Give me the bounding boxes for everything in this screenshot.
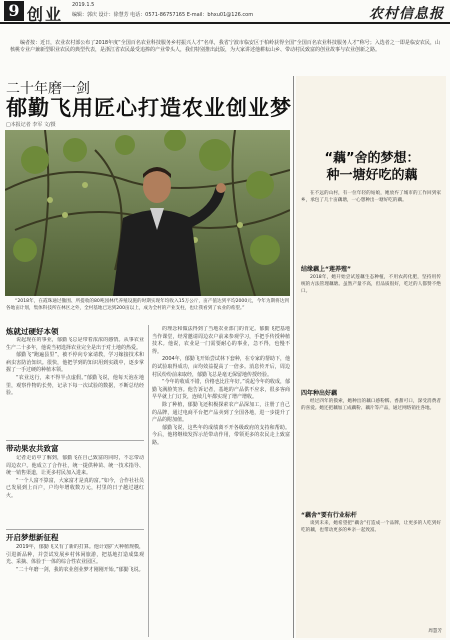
section-rule: [6, 440, 144, 441]
sidebar-divider: [293, 76, 294, 638]
section-body-1: 说起现在的事业，郁勤飞总是带着浓浓的感情。从事农业生产二十多年，他说当初选择农业完全是出于对土地的热爱。 郁勤飞“跑遍县里”，被不停向专家请教，学习嫁接技术和病虫害防治知识。很快，他把学到的知识用到实践中，逐步掌握了一手过硬的种植本领。 “农业这行，来不得半点虚假。”郁勤飞说，他每天泡在地里，观察作物的长势，记录下每一次试验的数据，不断总结经验。: [6, 337, 144, 397]
newspaper-brand: 农村信息报: [369, 6, 444, 22]
orchard-farmer-photo-icon: [5, 130, 290, 296]
sidebar-headline: “藕”舍的梦想： 种一塘好吃的藕: [324, 151, 420, 183]
section-body-3: 2019年，郁勤飞又有了新的打算。他计划扩大种植规模，引进新品种，并尝试发展乡村休闲旅游，把基地打造成集观光、采摘、体验于一体的综合性农业园区。 “二十年磨一剑，我的农业创业梦才刚刚开始。”郁勤飞说。: [6, 544, 144, 573]
photo-caption: “2018年，在霞珠通过撤围、所提收的80吨园林代养殖设施的时期实现年均收入15万公斤，亩产值达到平均2000元，今年为期将达到各地亩计划，集体科技所在林区之外，全村基地已达到200亩以上，成为全村的产业支柱，也让我看到了农业的希望。”: [6, 299, 289, 311]
page-number: 9: [4, 1, 24, 21]
sidebar-section-title-2: 四年种出好藕: [301, 390, 338, 397]
section-title-1: 炼就过硬好本领: [6, 327, 59, 336]
column-divider: [148, 325, 149, 637]
sidebar-intro: 在不远的山村，有一位年轻的姑娘，她放弃了城市的工作回到家乡，承包了几十亩藕塘，一心想种出一塘好吃的藕。: [301, 191, 441, 204]
article-byline: □本报记者 李军 文/摄: [6, 122, 56, 128]
masthead: [0, 0, 450, 24]
section-body-2: 记者走访中了解到，郁勤飞在自己致富的同时，不忘带动周边农户。他成立了合作社，统一提供种苗、统一技术指导、统一销售渠道，让更多村民加入进来。 “一个人富不算富，大家富才是真的富。”如今，合作社社员已发展到上百户，户均年增收数万元，村里的日子越过越红火。: [6, 455, 144, 499]
article-headline: 郁勤飞用匠心打造农业创业梦: [6, 96, 292, 120]
issue-date: 2019.1.5: [72, 2, 95, 8]
section-rule: [6, 529, 144, 530]
article-photo: [5, 130, 290, 296]
middle-column: 的理念和做法得到了当地农业部门的肯定。郁勤飞把基地当作课堂，经常邀请周边农户前来参观学习，手把手传授种植技术。他说，农业是一门需要耐心的事业，急不得，也慢不得。 2004年，郁勤飞开始尝试林下套种，在专家的帮助下，他的试验取得成功，亩均效益提高了一倍多。消息传开后，周边村民纷纷前来取经，郁勤飞总是毫无保留地传授经验。 “今年的收成不错，价格也比往年好。”说起今年的收成，郁勤飞满脸笑容。他告诉记者，基地的产品供不应求，很多客商早早就上门订货，连续几年都实现了增产增收。 除了种植，郁勤飞还积极探索农产品深加工，注册了自己的品牌，通过电商平台把产品卖到了全国各地，进一步提升了产品的附加值。 郁勤飞说，这些年的成绩离不开各级政府的支持和帮助。今后，他将继续发挥示范带动作用，带领更多的农民走上致富路。: [152, 326, 290, 446]
section-title-3: 开启梦想新征程: [6, 533, 59, 542]
sidebar-author: 周慧芳: [428, 629, 442, 634]
sidebar-section-title-3: “藕舍”要有行业标杆: [301, 512, 357, 519]
sidebar-section-body-1: 2018年，她开始尝试莲藕生态种植，不用农药化肥，坚持用传统的方法管理藕塘。虽然产量不高，但品质很好，吃过的人都赞不绝口。: [301, 275, 441, 295]
editor-line: 编辑：郭庆 设计：徐慧芳 电话：0571-86757165 E-mail：bhxu01@126.com: [72, 12, 254, 18]
sidebar-section-body-2: 经过四年的摸索，她种出的藕口感粉糯、香甜可口，深受消费者的喜爱。她还把藕加工成藕粉、藕片等产品，通过网络销往各地。: [301, 399, 441, 412]
article-kicker: 二十年磨一剑: [6, 81, 90, 97]
section-title-2: 带动果农共致富: [6, 444, 59, 453]
sidebar-section-title-1: 结缘藕上“莲养殖”: [301, 266, 351, 273]
sidebar-section-body-3: 谈到未来，她希望把“藕舍”打造成一个品牌，让更多的人吃到好吃的藕，也带动更多的乡亲一起致富。: [301, 521, 441, 534]
section-title: 创业: [27, 5, 64, 24]
editor-note: 编者按：近日，农业农村部公布了2018年度“全国百名农业科技服务乡村振兴人才”名单，我省宁波市临安区于柏岭获得全国“全国百名农业科技服务人才”称号；入选者之一即是临安农民，山核桃专业户兼新型职业农民的典型代表，是浙江省农民最受追捧的产业带头人，我们特别推出此版，为大家讲述他耕耘山乡、带动村民致富的创业故事与农业创新之路。: [10, 40, 440, 54]
